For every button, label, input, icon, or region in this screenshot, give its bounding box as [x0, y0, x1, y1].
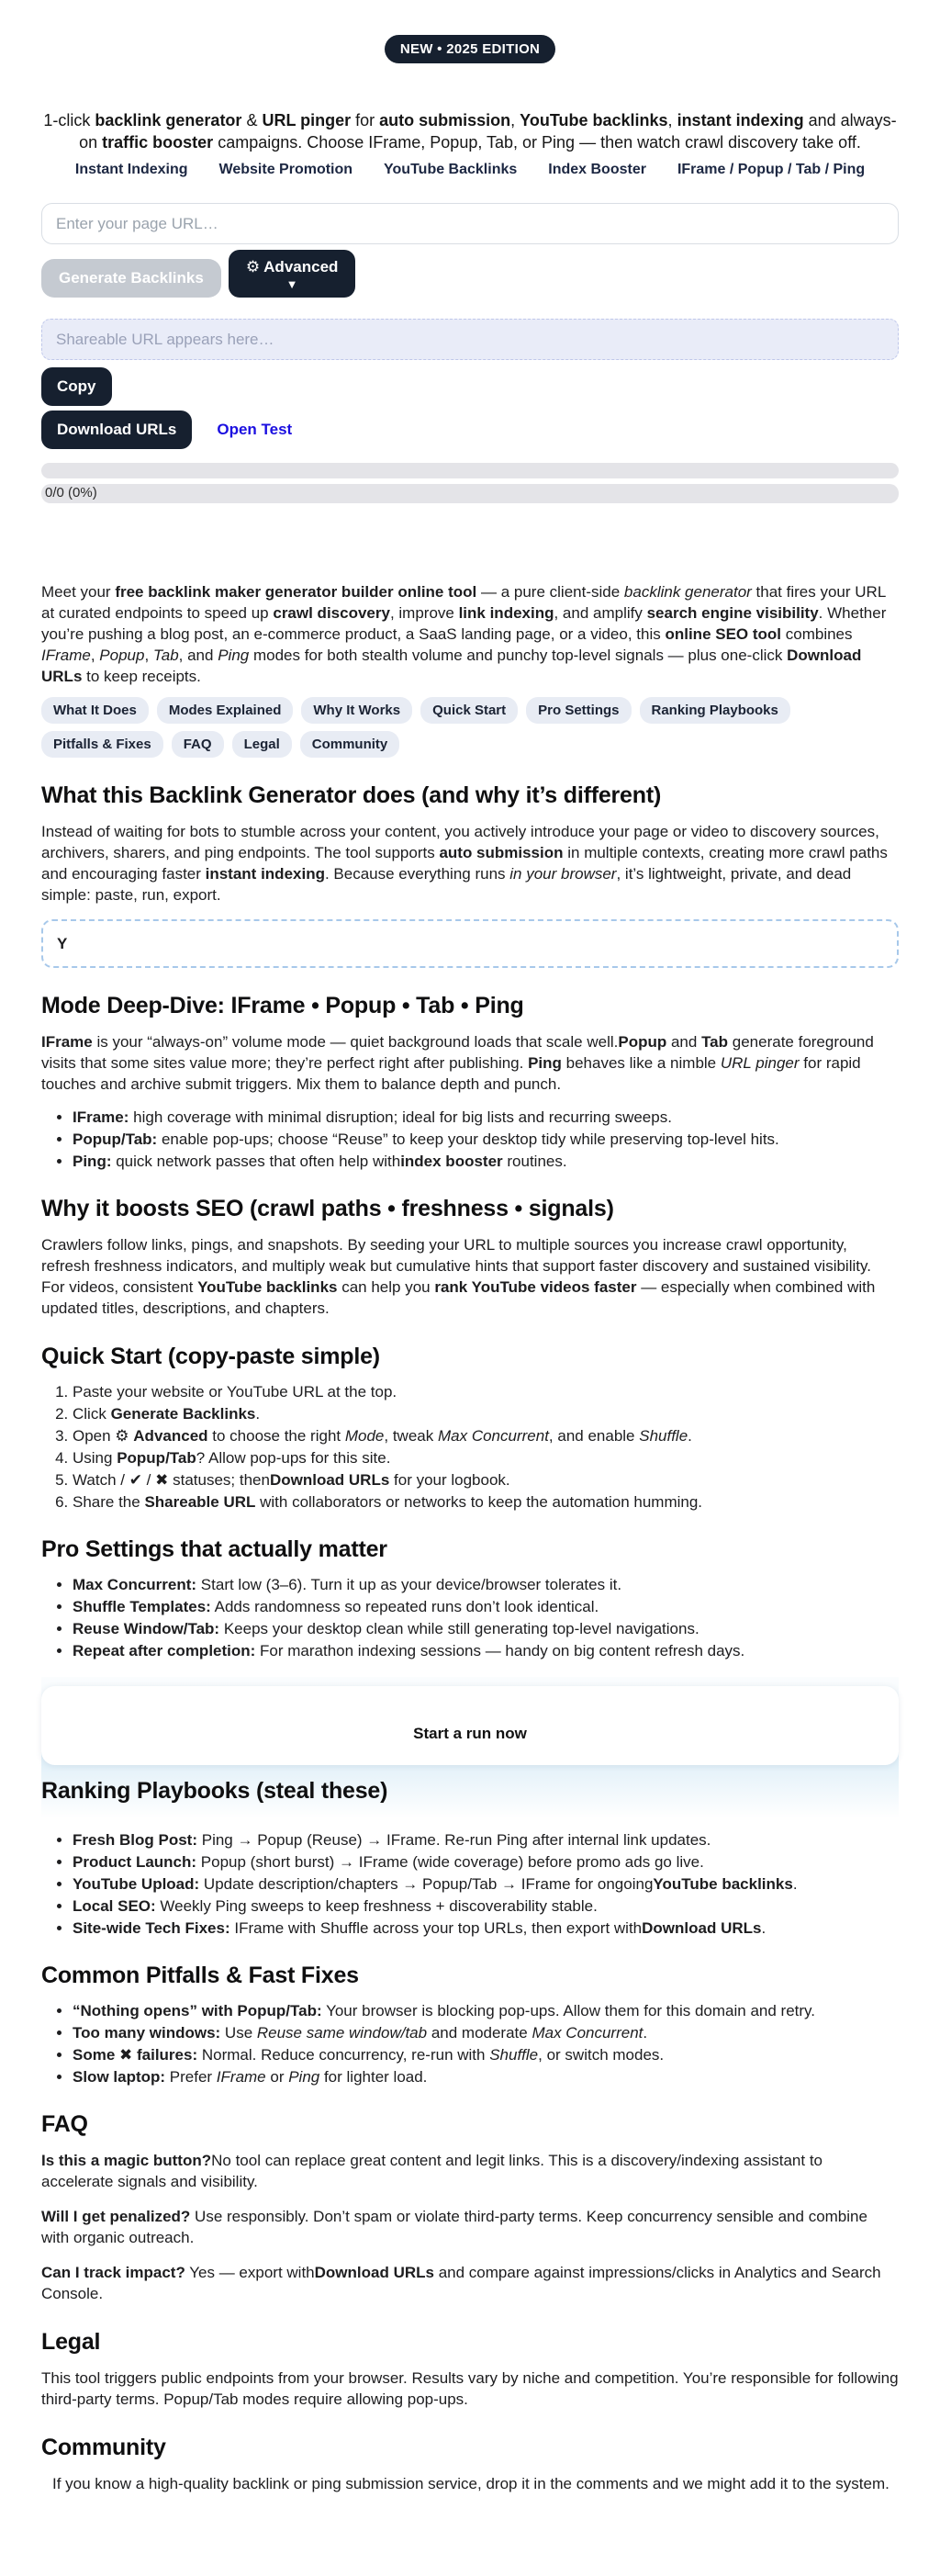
copy-row [41, 367, 899, 406]
advanced-label: ⚙ Advanced [245, 258, 339, 276]
section-why-it-works [41, 1196, 899, 1319]
section-heading-modes: Mode Deep-Dive: IFrame • Popup • Tab • Ping [41, 993, 524, 1018]
list-item: 1. Paste your website or YouTube URL at the top. [73, 1383, 899, 1401]
list-item: • Popup/Tab: enable pop-ups; choose “Reuse” to keep your desktop tidy while preserving top-level hits. [73, 1131, 899, 1149]
paragraph: IFrame is your “always-on” volume mode — quiet background loads that scale well.Popup and Tab generate foreground visits that some sites value more; they’re perfect right after publishing. Ping behaves like a nimble URL pinger for rapid touches and archive submit triggers. Mix them to balance depth and punch. [41, 1033, 874, 1093]
list-item: • Some ✖ failures: Normal. Reduce concurrency, re-run with Shuffle, or switch modes. [73, 2046, 899, 2064]
open-test-link[interactable]: Open Test [217, 421, 293, 438]
list-item: • Slow laptop: Prefer IFrame or Ping for lighter load. [73, 2068, 899, 2087]
section-heading-playbooks: Ranking Playbooks (steal these) [41, 1778, 388, 1804]
section-heading-pitfalls: Common Pitfalls & Fast Fixes [41, 1963, 359, 1988]
cta-card [41, 1686, 899, 1765]
toc-pills [41, 697, 899, 758]
progress-bar [41, 463, 899, 478]
section-pitfalls [41, 1963, 899, 2087]
section-what-it-does [41, 782, 899, 968]
faq-item: Can I track impact? Yes — export withDownload URLs and compare against impressions/clicks in Analytics and Search Console. [41, 2264, 881, 2302]
toc-pill[interactable]: FAQ [172, 731, 224, 758]
list-item: • Site-wide Tech Fixes: IFrame with Shuffle across your top URLs, then export withDownload URLs. [73, 1919, 899, 1938]
intro-text: 1-click backlink generator & URL pinger for auto submission, YouTube backlinks, instant indexing and always-on traffic booster campaigns. Choose IFrame, Popup, Tab, or Ping — then watch crawl discovery take off. [43, 111, 897, 152]
section-quick-start [41, 1344, 899, 1512]
list-item: • Too many windows: Use Reuse same window/tab and moderate Max Concurrent. [73, 2024, 899, 2042]
tool-description: Meet your free backlink maker generator builder online tool — a pure client-side backlink generator that fires your URL at curated endpoints to speed up crawl discovery, improve link indexing, and amplify search engine visibility. Whether you’re pushing a blog post, an e-commerce product, a SaaS landing page, or a video, this online SEO tool combines IFrame, Popup, Tab, and Ping modes for both stealth volume and punchy top-level signals — plus one-click Download URLs to keep receipts. [41, 583, 887, 685]
toc-pill[interactable]: Community [300, 731, 400, 758]
progress-status-bar [41, 484, 899, 503]
pro-settings-bullet-list [41, 1576, 899, 1660]
list-item: • Reuse Window/Tab: Keeps your desktop clean while still generating top-level navigations. [73, 1620, 899, 1638]
nav-link[interactable]: Index Booster [548, 162, 646, 177]
faq-item: Will I get penalized? Use responsibly. Don’t spam or violate third-party terms. Keep concurrency sensible and combine with organic outreach. [41, 2208, 867, 2246]
section-pro-settings [41, 1536, 899, 1660]
paragraph: If you know a high-quality backlink or ping submission service, drop it in the comments and we might add it to the system. [52, 2475, 890, 2492]
section-heading-legal: Legal [41, 2329, 101, 2355]
toc-pill[interactable]: Ranking Playbooks [640, 697, 790, 724]
section-heading-community: Community [41, 2435, 166, 2460]
list-item: • Fresh Blog Post: Ping → Popup (Reuse) → IFrame. Re-run Ping after internal link updates. [73, 1831, 899, 1850]
list-item: 6. Share the Shareable URL with collaborators or networks to keep the automation humming. [73, 1493, 899, 1512]
advanced-button[interactable] [229, 250, 356, 298]
hero-nav [41, 162, 899, 178]
section-heading-what-it-does: What this Backlink Generator does (and why it’s different) [41, 782, 662, 808]
paragraph: Instead of waiting for bots to stumble across your content, you actively introduce your page or video to discovery sources, archivers, sharers, and ping endpoints. The tool supports auto submission in multiple contexts, creating more crawl paths and encouraging faster instant indexing. Because everything runs in your browser, it’s lightweight, private, and dead simple: paste, run, export. [41, 823, 888, 904]
generate-backlinks-button[interactable]: Generate Backlinks [41, 259, 221, 298]
download-row [41, 411, 899, 449]
list-item: 5. Watch / ✔ / ✖ statuses; thenDownload URLs for your logbook. [73, 1471, 899, 1490]
quick-start-steps [41, 1383, 899, 1512]
edition-badge: NEW • 2025 EDITION [385, 35, 555, 63]
toc-pill[interactable]: What It Does [41, 697, 149, 724]
pitfalls-bullet-list [41, 2002, 899, 2087]
section-community [41, 2435, 899, 2494]
progress-status-text: 0/0 (0%) [45, 485, 97, 501]
toc-pill[interactable]: Modes Explained [157, 697, 294, 724]
faq-items [41, 2150, 899, 2304]
nav-link[interactable]: YouTube Backlinks [384, 162, 518, 177]
section-ranking-playbooks [41, 1831, 899, 1938]
section-heading-why: Why it boosts SEO (crawl paths • freshness • signals) [41, 1196, 614, 1221]
list-item: • Max Concurrent: Start low (3–6). Turn it up as your device/browser tolerates it. [73, 1576, 899, 1594]
shareable-url-output[interactable] [41, 319, 899, 360]
list-item: 4. Using Popup/Tab? Allow pop-ups for this site. [73, 1449, 899, 1468]
paragraph: Crawlers follow links, pings, and snapshots. By seeding your URL to multiple sources you increase crawl opportunity, refresh freshness indicators, and multiply weak but cumulative hints that support faster discovery and sustained visibility. For videos, consistent YouTube backlinks can help you rank YouTube videos faster — especially when combined with updated titles, descriptions, and chapters. [41, 1236, 876, 1317]
toc-pill[interactable]: Legal [232, 731, 292, 758]
toc-pill[interactable]: Quick Start [420, 697, 518, 724]
section-faq [41, 2111, 899, 2304]
nav-link[interactable]: IFrame / Popup / Tab / Ping [677, 162, 866, 177]
cta-zone [41, 1677, 899, 1818]
list-item: 3. Open ⚙ Advanced to choose the right Mode, tweak Max Concurrent, and enable Shuffle. [73, 1427, 899, 1445]
paragraph: This tool triggers public endpoints from your browser. Results vary by niche and competition. You’re responsible for following third-party terms. Popup/Tab modes require allowing pop-ups. [41, 2369, 899, 2408]
page [41, 0, 899, 2576]
list-item: • Repeat after completion: For marathon indexing sessions — handy on big content refresh days. [73, 1642, 899, 1660]
section-modes-explained [41, 993, 899, 1171]
playbooks-bullet-list [41, 1831, 899, 1938]
action-button-row [41, 250, 899, 298]
list-item: • “Nothing opens” with Popup/Tab: Your browser is blocking pop-ups. Allow them for this domain and retry. [73, 2002, 899, 2020]
modes-bullet-list [41, 1108, 899, 1171]
toc-pill[interactable]: Why It Works [301, 697, 412, 724]
list-item: • Ping: quick network passes that often help withindex booster routines. [73, 1153, 899, 1171]
copy-button[interactable]: Copy [41, 367, 112, 406]
toc-pill[interactable]: Pro Settings [526, 697, 631, 724]
section-heading-faq: FAQ [41, 2111, 88, 2137]
faq-item: Is this a magic button?No tool can replace great content and legit links. This is a discovery/indexing assistant to accelerate signals and visibility. [41, 2152, 823, 2190]
badge-row [41, 35, 899, 63]
gear-icon: ⚙ [245, 258, 261, 276]
list-item: • IFrame: high coverage with minimal disruption; ideal for big lists and recurring sweeps. [73, 1108, 899, 1127]
use-cases-callout: Y [41, 919, 899, 968]
list-item: • Local SEO: Weekly Ping sweeps to keep freshness + discoverability stable. [73, 1897, 899, 1916]
toc-pill[interactable]: Pitfalls & Fixes [41, 731, 163, 758]
nav-link[interactable]: Instant Indexing [74, 162, 188, 177]
section-heading-quick-start: Quick Start (copy-paste simple) [41, 1344, 380, 1369]
list-item: • Shuffle Templates: Adds randomness so repeated runs don’t look identical. [73, 1598, 899, 1616]
chevron-down-icon: ▼ [285, 277, 298, 291]
list-item: • Product Launch: Popup (short burst) → IFrame (wide coverage) before promo ads go live. [73, 1853, 899, 1872]
url-input[interactable] [41, 203, 899, 244]
section-heading-pro-settings: Pro Settings that actually matter [41, 1536, 387, 1562]
download-urls-button[interactable]: Download URLs [41, 411, 192, 449]
section-legal [41, 2329, 899, 2410]
start-run-button[interactable]: Start a run now [413, 1725, 527, 1742]
list-item: 2. Click Generate Backlinks. [73, 1405, 899, 1423]
nav-link[interactable]: Website Promotion [218, 162, 353, 177]
list-item: • YouTube Upload: Update description/chapters → Popup/Tab → IFrame for ongoingYouTube backlinks. [73, 1875, 899, 1894]
